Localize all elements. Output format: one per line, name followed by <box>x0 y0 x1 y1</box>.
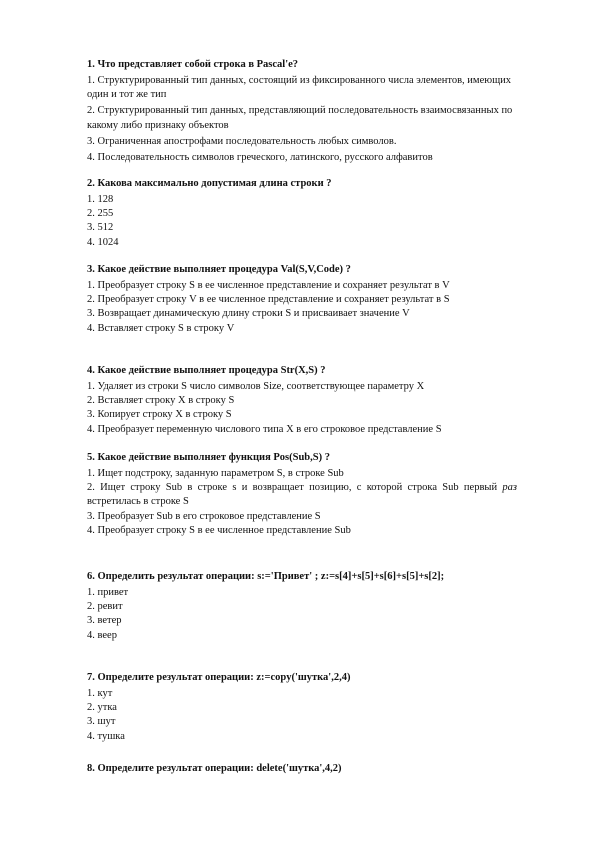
answer-option: 4. Преобразует переменную числового типа X в его строковое представление S <box>87 423 442 435</box>
answer-option: 1. Структурированный тип данных, состоящий из фиксированного числа элементов, имеющих один и тот же тип <box>87 75 512 101</box>
question-5 <box>87 451 517 538</box>
question-title: 1. Что представляет собой строка в Pascal'e? <box>87 59 299 70</box>
answer-option: 2. 255 <box>87 208 114 220</box>
question-title: 5. Какое действие выполняет функция Pos(Sub,S) ? <box>87 452 330 463</box>
question-3 <box>87 263 517 336</box>
question-7 <box>87 671 517 744</box>
answer-option: 2. ревит <box>87 601 123 613</box>
answer-option: 4. веер <box>87 629 117 641</box>
answer-option: 3. ветер <box>87 615 122 627</box>
question-2 <box>87 177 517 250</box>
answer-option: 2. Структурированный тип данных, представляющий последовательность взаимосвязанных по какому либо признаку объектов <box>87 105 513 131</box>
answer-option: 3. шут <box>87 716 116 728</box>
question-1 <box>87 58 517 165</box>
question-title: 2. Какова максимально допустимая длина строки ? <box>87 178 332 189</box>
question-title: 7. Определите результат операции: z:=copy('шутка',2,4) <box>87 672 351 683</box>
answer-option: 1. Удаляет из строки S число символов Size, соответствующее параметру X <box>87 381 425 392</box>
answer-option: 3. Возвращает динамическую длину строки S и присваивает значение V <box>87 308 410 320</box>
answer-option: 1. Ищет подстроку, заданную параметром S, в строке Sub <box>87 468 344 479</box>
question-6 <box>87 570 517 643</box>
question-8 <box>87 762 517 776</box>
answer-option: 2. утка <box>87 702 117 714</box>
answer-option: 1. 128 <box>87 194 114 205</box>
answer-option: 1. кут <box>87 688 113 699</box>
question-4 <box>87 364 517 437</box>
question-title: 4. Какое действие выполняет процедура Str(X,S) ? <box>87 365 326 376</box>
answer-option: 2. Преобразует строку V в ее численное представление и сохраняет результат в S <box>87 294 450 306</box>
answer-option: 3. Преобразует Sub в его строковое представление S <box>87 510 321 522</box>
answer-option: 4. тушка <box>87 730 125 742</box>
answer-option: 1. привет <box>87 587 129 598</box>
answer-option: 1. Преобразует строку S в ее численное представление и сохраняет результат в V <box>87 280 450 291</box>
question-title: 6. Определить результат операции: s:='Привет' ; z:=s[4]+s[5]+s[6]+s[5]+s[2]; <box>87 571 445 582</box>
answer-option: 3. 512 <box>87 222 114 234</box>
question-title: 3. Какое действие выполняет процедура Val(S,V,Code) ? <box>87 264 351 275</box>
answer-option: 4. Последовательность символов греческого, латинского, русского алфавитов <box>87 152 433 164</box>
question-title: 8. Определите результат операции: delete('шутка',4,2) <box>87 763 342 774</box>
italic-word: раз <box>502 482 517 494</box>
answer-option: 3. Копирует строку X в строку S <box>87 409 232 421</box>
answer-option: 3. Ограниченная апострофами последовательность любых символов. <box>87 135 397 147</box>
answer-option: 4. Вставляет строку S в строку V <box>87 322 235 334</box>
answer-option: 2. Ищет строку Sub в строке s и возвращает позицию, с которой строка Sub первый раз встретилась в строке S <box>87 482 517 508</box>
answer-option: 4. Преобразует строку S в ее численное представление Sub <box>87 524 351 536</box>
answer-option: 2. Вставляет строку X в строку S <box>87 395 235 407</box>
answer-option: 4. 1024 <box>87 236 119 248</box>
